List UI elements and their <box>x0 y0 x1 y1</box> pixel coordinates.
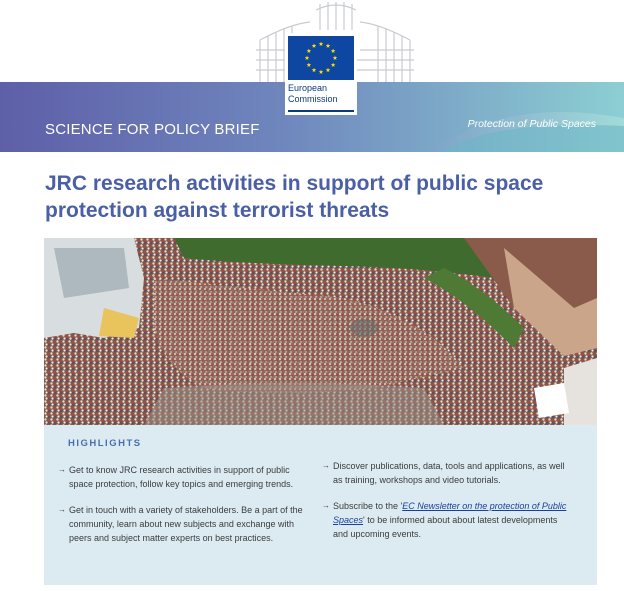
document-title: JRC research activities in support of public space protection against terrorist threats <box>45 172 544 222</box>
arrow-right-icon: → <box>322 501 330 510</box>
newsletter-link[interactable]: EC Newsletter on the protection of Public Spaces <box>333 501 567 525</box>
highlights-column-right <box>322 463 567 551</box>
highlights-heading: HIGHLIGHTS <box>68 438 142 449</box>
series-title: SCIENCE FOR POLICY BRIEF <box>45 121 260 138</box>
eu-flag-icon <box>288 36 354 80</box>
highlight-text-pre: Subscribe to the ' <box>333 501 403 511</box>
logo-text-line1: European <box>288 83 328 93</box>
highlight-text: Get in touch with a variety of stakeholders. Be a part of the community, learn about new subjects and exchange with peers and subject matter experts on best practices. <box>69 505 303 543</box>
arrow-right-icon: → <box>322 461 330 470</box>
highlight-text: Get to know JRC research activities in support of public space protection, follow key topics and emerging trends. <box>69 465 294 489</box>
highlights-box <box>44 425 597 585</box>
arrow-right-icon: → <box>58 505 66 514</box>
highlight-item <box>58 503 303 545</box>
highlight-text: Discover publications, data, tools and applications, as well as training, workshops and video tutorials. <box>333 461 565 485</box>
highlight-item <box>58 463 303 491</box>
series-tag: Protection of Public Spaces <box>467 118 596 130</box>
highlight-item <box>322 459 567 487</box>
highlights-column-left <box>58 463 303 555</box>
logo-text-line2: Commission <box>288 94 338 104</box>
european-commission-logo <box>285 33 357 115</box>
crowd-aerial-photo <box>44 238 597 425</box>
arrow-right-icon: → <box>58 465 66 474</box>
highlight-text-post: ' to be informed about about latest developments and upcoming events. <box>333 515 558 539</box>
highlight-item <box>322 499 567 541</box>
header <box>0 0 624 152</box>
logo-underline <box>288 110 354 112</box>
